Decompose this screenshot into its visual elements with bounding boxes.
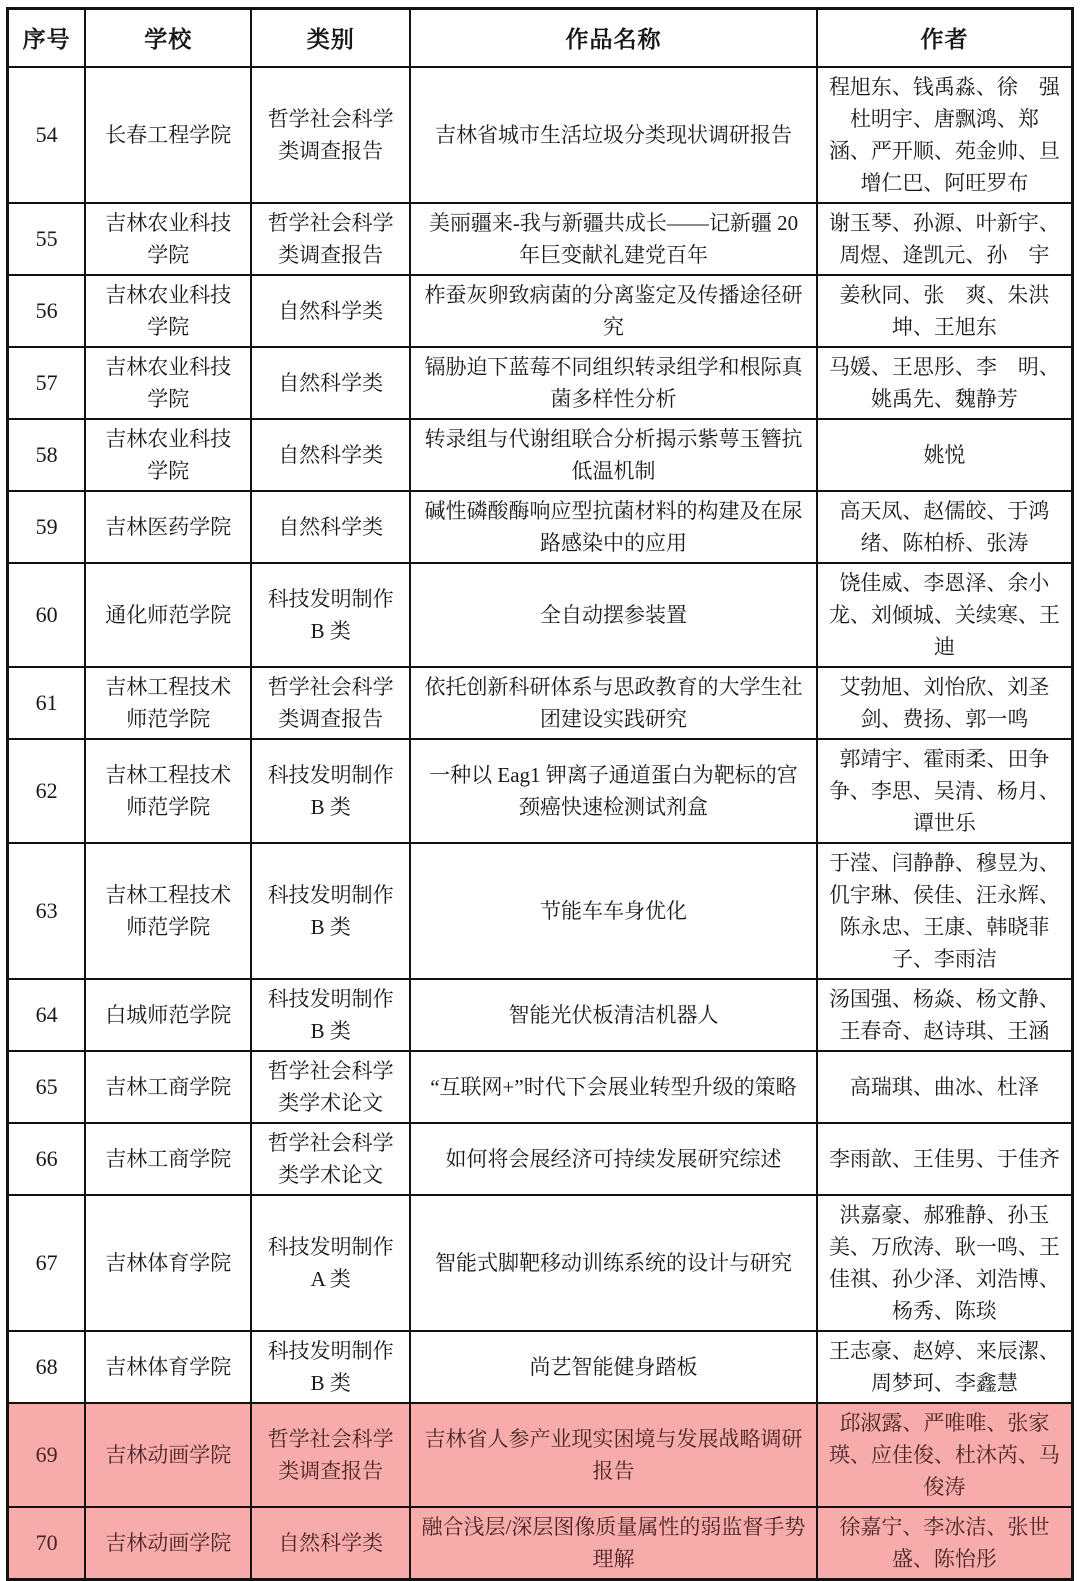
table-row <box>8 979 1073 1051</box>
authors-cell: 高天凤、赵儒皎、于鸿绪、陈柏桥、张涛 <box>817 491 1073 563</box>
school-cell: 长春工程学院 <box>85 67 251 203</box>
category-cell: 自然科学类 <box>251 491 410 563</box>
row-number-cell: 66 <box>8 1123 86 1195</box>
category-cell: 科技发明制作 A 类 <box>251 1195 410 1331</box>
authors-cell: 艾勃旭、刘怡欣、刘圣剑、费扬、郭一鸣 <box>817 667 1073 739</box>
authors-cell: 饶佳威、李恩泽、余小龙、刘倾城、关续寒、王迪 <box>817 563 1073 667</box>
school-cell: 吉林农业科技学院 <box>85 275 251 347</box>
table-row-highlighted <box>8 1403 1073 1507</box>
row-number-cell: 63 <box>8 843 86 979</box>
row-number-cell: 61 <box>8 667 86 739</box>
authors-cell: 徐嘉宁、李冰洁、张世盛、陈怡彤 <box>817 1507 1073 1580</box>
title-cell: 吉林省城市生活垃圾分类现状调研报告 <box>410 67 817 203</box>
school-cell: 吉林工商学院 <box>85 1123 251 1195</box>
row-number-cell: 58 <box>8 419 86 491</box>
row-number-cell: 54 <box>8 67 86 203</box>
row-number-cell: 60 <box>8 563 86 667</box>
school-cell: 吉林动画学院 <box>85 1403 251 1507</box>
table-row <box>8 843 1073 979</box>
row-number-cell: 65 <box>8 1051 86 1123</box>
table-row <box>8 1123 1073 1195</box>
row-number-cell: 57 <box>8 347 86 419</box>
school-cell: 通化师范学院 <box>85 563 251 667</box>
row-number-cell: 68 <box>8 1331 86 1403</box>
row-number-cell: 56 <box>8 275 86 347</box>
title-cell: 转录组与代谢组联合分析揭示紫萼玉簪抗低温机制 <box>410 419 817 491</box>
title-cell: 融合浅层/深层图像质量属性的弱监督手势理解 <box>410 1507 817 1580</box>
table-row <box>8 563 1073 667</box>
authors-cell: 马媛、王思彤、李 明、姚禹先、魏静芳 <box>817 347 1073 419</box>
title-cell: 美丽疆来-我与新疆共成长——记新疆 20 年巨变献礼建党百年 <box>410 203 817 275</box>
authors-cell: 谢玉琴、孙源、叶新宇、周煜、逄凯元、孙 宇 <box>817 203 1073 275</box>
title-cell: 全自动摆参装置 <box>410 563 817 667</box>
awards-table <box>6 7 1074 1581</box>
school-cell: 吉林工商学院 <box>85 1051 251 1123</box>
category-cell: 科技发明制作 B 类 <box>251 563 410 667</box>
category-cell: 哲学社会科学类调查报告 <box>251 67 410 203</box>
title-cell: 碱性磷酸酶响应型抗菌材料的构建及在尿路感染中的应用 <box>410 491 817 563</box>
table-header-row <box>8 9 1073 67</box>
authors-cell: 高瑞琪、曲冰、杜泽 <box>817 1051 1073 1123</box>
category-cell: 自然科学类 <box>251 275 410 347</box>
title-cell: 柞蚕灰卵致病菌的分离鉴定及传播途径研究 <box>410 275 817 347</box>
table-row <box>8 275 1073 347</box>
authors-cell: 王志豪、赵婷、来辰潔、周梦珂、李鑫慧 <box>817 1331 1073 1403</box>
table-row <box>8 1195 1073 1331</box>
authors-cell: 于滢、闫静静、穆昱为、仉宇琳、侯佳、汪永辉、陈永忠、王康、韩晓菲子、李雨洁 <box>817 843 1073 979</box>
title-cell: 吉林省人参产业现实困境与发展战略调研报告 <box>410 1403 817 1507</box>
school-cell: 吉林医药学院 <box>85 491 251 563</box>
school-cell: 吉林动画学院 <box>85 1507 251 1580</box>
column-header-authors: 作者 <box>817 9 1073 67</box>
category-cell: 科技发明制作 B 类 <box>251 843 410 979</box>
table-row <box>8 1051 1073 1123</box>
row-number-cell: 67 <box>8 1195 86 1331</box>
category-cell: 哲学社会科学类调查报告 <box>251 667 410 739</box>
authors-cell: 姜秋同、张 爽、朱洪坤、王旭东 <box>817 275 1073 347</box>
school-cell: 白城师范学院 <box>85 979 251 1051</box>
category-cell: 自然科学类 <box>251 1507 410 1580</box>
category-cell: 哲学社会科学类学术论文 <box>251 1123 410 1195</box>
table-row <box>8 739 1073 843</box>
category-cell: 科技发明制作 B 类 <box>251 979 410 1051</box>
row-number-cell: 70 <box>8 1507 86 1580</box>
category-cell: 科技发明制作 B 类 <box>251 1331 410 1403</box>
authors-cell: 邱淑露、严唯唯、张家瑛、应佳俊、杜沐芮、马俊涛 <box>817 1403 1073 1507</box>
table-row <box>8 419 1073 491</box>
title-cell: 一种以 Eag1 钾离子通道蛋白为靶标的宫颈癌快速检测试剂盒 <box>410 739 817 843</box>
school-cell: 吉林农业科技学院 <box>85 347 251 419</box>
school-cell: 吉林体育学院 <box>85 1195 251 1331</box>
school-cell: 吉林农业科技学院 <box>85 203 251 275</box>
title-cell: 智能光伏板清洁机器人 <box>410 979 817 1051</box>
category-cell: 自然科学类 <box>251 347 410 419</box>
table-row <box>8 347 1073 419</box>
row-number-cell: 59 <box>8 491 86 563</box>
category-cell: 哲学社会科学类学术论文 <box>251 1051 410 1123</box>
category-cell: 哲学社会科学类调查报告 <box>251 203 410 275</box>
category-cell: 科技发明制作 B 类 <box>251 739 410 843</box>
school-cell: 吉林农业科技学院 <box>85 419 251 491</box>
row-number-cell: 64 <box>8 979 86 1051</box>
table-row <box>8 667 1073 739</box>
title-cell: 节能车车身优化 <box>410 843 817 979</box>
table-row <box>8 203 1073 275</box>
title-cell: 尚艺智能健身踏板 <box>410 1331 817 1403</box>
title-cell: “互联网+”时代下会展业转型升级的策略 <box>410 1051 817 1123</box>
table-row-highlighted <box>8 1507 1073 1580</box>
school-cell: 吉林工程技术师范学院 <box>85 739 251 843</box>
row-number-cell: 62 <box>8 739 86 843</box>
school-cell: 吉林体育学院 <box>85 1331 251 1403</box>
school-cell: 吉林工程技术师范学院 <box>85 843 251 979</box>
table-row <box>8 491 1073 563</box>
category-cell: 自然科学类 <box>251 419 410 491</box>
results-table-body <box>8 67 1073 1580</box>
column-header-title: 作品名称 <box>410 9 817 67</box>
category-cell: 哲学社会科学类调查报告 <box>251 1403 410 1507</box>
title-cell: 镉胁迫下蓝莓不同组织转录组学和根际真菌多样性分析 <box>410 347 817 419</box>
row-number-cell: 69 <box>8 1403 86 1507</box>
table-row <box>8 1331 1073 1403</box>
column-header-category: 类别 <box>251 9 410 67</box>
title-cell: 如何将会展经济可持续发展研究综述 <box>410 1123 817 1195</box>
table-row <box>8 67 1073 203</box>
school-cell: 吉林工程技术师范学院 <box>85 667 251 739</box>
authors-cell: 汤国强、杨焱、杨文静、王春奇、赵诗琪、王涵 <box>817 979 1073 1051</box>
column-header-number: 序号 <box>8 9 86 67</box>
authors-cell: 姚悦 <box>817 419 1073 491</box>
title-cell: 智能式脚靶移动训练系统的设计与研究 <box>410 1195 817 1331</box>
authors-cell: 李雨歆、王佳男、于佳齐 <box>817 1123 1073 1195</box>
title-cell: 依托创新科研体系与思政教育的大学生社团建设实践研究 <box>410 667 817 739</box>
authors-cell: 程旭东、钱禹淼、徐 强 杜明宇、唐飘鸿、郑 涵、严开顺、苑金帅、旦增仁巴、阿旺罗布 <box>817 67 1073 203</box>
column-header-school: 学校 <box>85 9 251 67</box>
authors-cell: 郭靖宇、霍雨柔、田争争、李思、吴清、杨月、谭世乐 <box>817 739 1073 843</box>
row-number-cell: 55 <box>8 203 86 275</box>
authors-cell: 洪嘉豪、郝雅静、孙玉美、万欣涛、耿一鸣、王佳祺、孙少泽、刘浩博、杨秀、陈琰 <box>817 1195 1073 1331</box>
